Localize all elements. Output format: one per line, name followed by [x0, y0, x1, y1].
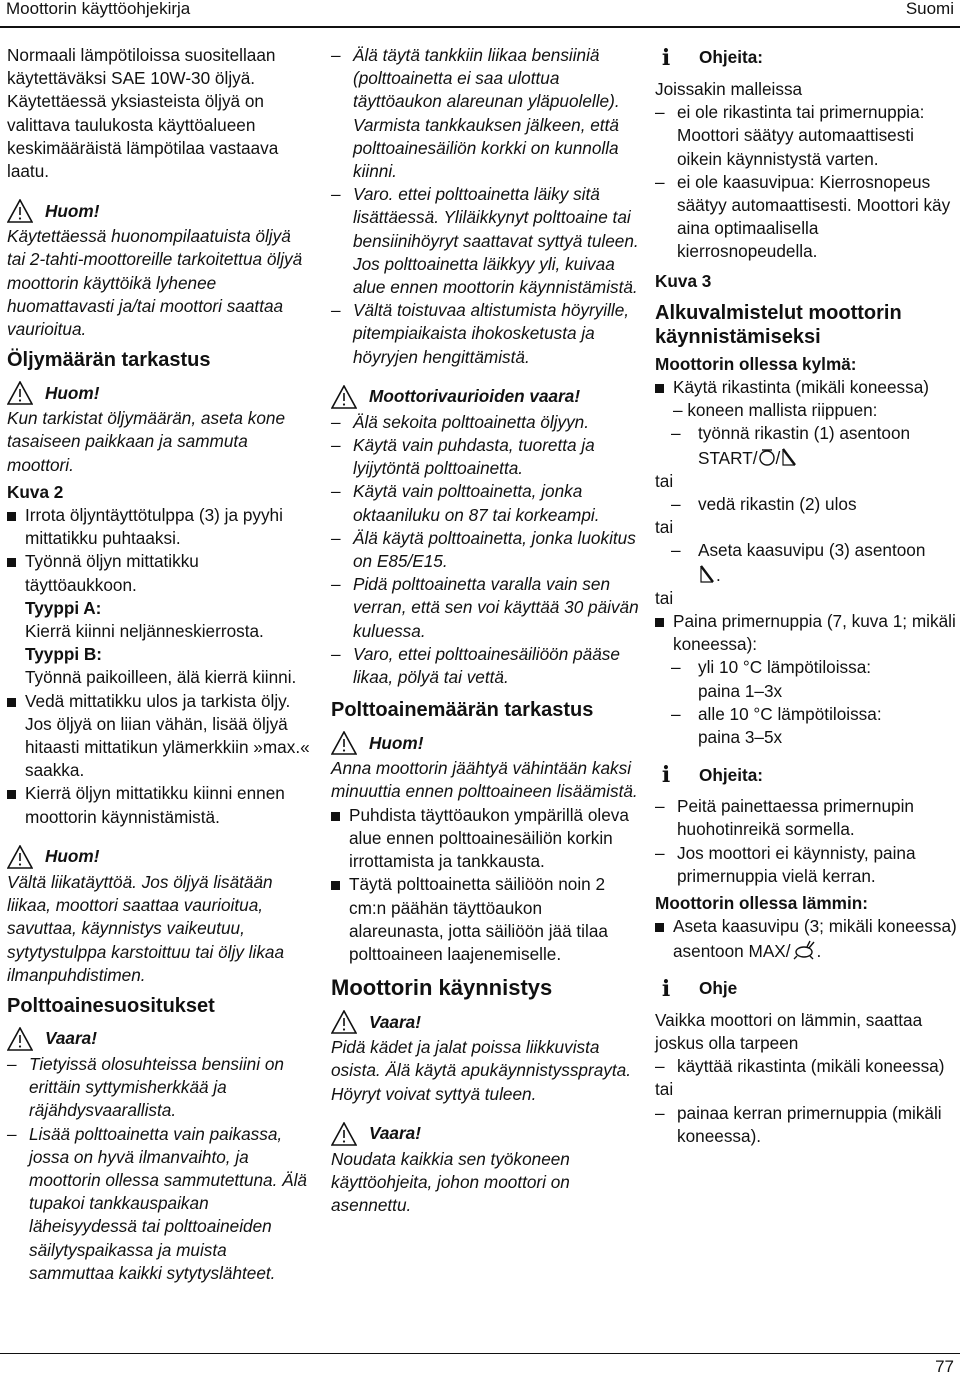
bullet-step: Irrota öljyntäyttötulppa (3) ja pyyhi mittatikku puhtaaksi. [7, 504, 312, 550]
note-item: – Jos moottori ei käynnisty, paina primernuppia vielä kerran. [655, 842, 957, 888]
warning-heading: Huom! [7, 197, 312, 225]
info-icon: i [661, 975, 671, 1002]
bullet-step: Vedä mittatikku ulos ja tarkista öljy. Jos öljyä on liian vähän, lisää öljyä hitaasti mittatikun ylämerkkiin »max.« saakka. [7, 690, 312, 783]
warning-text: Anna moottorin jäähtyä vähintään kaksi minuuttia ennen polttoaineen lisäämistä. [331, 758, 638, 802]
or-label: tai [655, 587, 674, 608]
warning-heading: Huom! [331, 729, 641, 757]
type-b-label: Tyyppi B: [25, 644, 103, 665]
section-heading-fuel-level: Polttoainemäärän tarkastus [331, 699, 594, 722]
caution-item: – Älä käytä polttoainetta, jonka luokitus on E85/E15. [331, 527, 641, 573]
bullet-step: Kierrä öljyn mittatikku kiinni ennen moottorin käynnistämistä. [7, 782, 312, 828]
column-1 [7, 44, 312, 1285]
warning-heading: Huom! [7, 379, 312, 407]
info-icon: i [661, 762, 671, 789]
or-label: tai [655, 517, 674, 538]
note-item: – ei ole kaasuvipua: Kierrosnopeus säätyy automaattisesti. Moottori käy aina optimaalisella kierrosnopeudella. [655, 171, 957, 264]
caution-item: – Varo, ettei polttoainesäiliöön pääse likaa, pölyä tai vettä. [331, 643, 641, 689]
caution-item: – Pidä polttoainetta varalla vain sen verran, että sen voi käyttää 30 päivän kuluessa. [331, 573, 641, 643]
warning-icon [7, 845, 33, 869]
note-item: – Peitä painettaessa primernupin huohotinreikä sormella. [655, 795, 957, 841]
note-item: – painaa kerran primernuppia (mikäli koneessa). [655, 1102, 957, 1148]
choke-step: – työnnä rikastin (1) asentoon START/ / [655, 422, 957, 469]
type-a-label: Tyyppi A: [25, 597, 102, 618]
note-heading: i Ohjeita: [655, 44, 957, 72]
note-text: Vaikka moottori on lämmin, saattaa joskus olla tarpeen [655, 1009, 923, 1053]
header-language: Suomi [905, 0, 954, 18]
choke-position-icon [698, 563, 716, 585]
note-heading: i Ohje [655, 975, 957, 1003]
subheading-cold: Moottorin ollessa kylmä: [655, 353, 857, 374]
bullet-step: Paina primernuppia (7, kuva 1; mikäli koneessa): [655, 610, 957, 656]
note-heading: i Ohjeita: [655, 761, 957, 789]
note-item: – ei ole rikastinta tai primernuppia: Moottori säätyy automaattisesti oikein käynnistystä varten. [655, 101, 957, 171]
bullet-step: Täytä polttoainetta säiliöön noin 2 cm:n päähän täyttöaukon alareunasta, jotta säiliöön jää tilaa polttoaineen laajenemiselle. [331, 873, 641, 966]
bullet-step: Työnnä öljyn mittatikku täyttöaukkoon. [7, 550, 312, 596]
danger-heading: Vaara! [331, 1120, 641, 1148]
choke-step: – vedä rikastin (2) ulos [655, 493, 957, 516]
engine-damage-heading: Moottorivaurioiden vaara! [331, 383, 641, 411]
type-b-text: Työnnä paikoilleen, älä kierrä kiinni. [25, 667, 297, 688]
danger-text: Noudata kaikkia sen työkoneen käyttöohjeita, johon moottori on asennettu. [331, 1148, 570, 1216]
primer-count: paina 1–3x [698, 680, 783, 701]
primer-item: – yli 10 °C lämpötiloissa: [655, 656, 957, 679]
oil-intro: Normaali lämpötiloissa suositellaan käytettäväksi SAE 10W-30 öljyä. Käytettäessä yksiasteista öljyä on valittava taulukosta käyttöalueen keskimääräistä lämpötilaa vastaava laatu. [7, 45, 279, 182]
warning-icon [331, 1122, 357, 1146]
column-2 [331, 44, 641, 1217]
column-3 [655, 44, 957, 1148]
info-icon: i [661, 45, 671, 71]
bullet-step: Käytä rikastinta (mikäli koneessa) [655, 376, 957, 399]
rabbit-icon [791, 939, 817, 961]
page-number: 77 [935, 1357, 954, 1376]
note-text: Joissakin malleissa [655, 79, 803, 99]
throttle-step: – Aseta kaasuvipu (3) asentoon . [655, 539, 957, 586]
rabbit-lever-icon [780, 446, 798, 468]
page-header [0, 0, 960, 22]
or-label: tai [655, 1079, 674, 1100]
warning-text: Kun tarkistat öljymäärän, aseta kone tasaiseen paikkaan ja sammuta moottori. [7, 408, 286, 475]
primer-item: – alle 10 °C lämpötiloissa: [655, 703, 957, 726]
danger-item: – Lisää polttoainetta vain paikassa, jossa on hyvä ilmanvaihto, ja moottorin ollessa sammutettuna. Älä tupakoi tankkauspaikan läheisyydessä tai polttoaineiden säilytyspaikassa ja muista sammuttaa kaikki sytytyslähteet. [7, 1123, 312, 1285]
danger-item: – Varo. ettei polttoainetta läiky sitä lisättäessä. Yliläikkynyt polttoaine tai bensiinihöyryt saattavat syttyä tuleen. Jos polttoainetta läikkyy yli, kuivaa alue ennen moottorin käynnistämistä. [331, 183, 641, 299]
warning-icon [7, 1027, 33, 1051]
section-heading-preparation: Alkuvalmistelut moottorin käynnistämiseksi [655, 301, 902, 348]
warning-icon [7, 199, 33, 223]
warning-icon [331, 1010, 357, 1034]
primer-count: paina 3–5x [698, 727, 783, 748]
subheading-warm: Moottorin ollessa lämmin: [655, 893, 868, 914]
header-rule [0, 26, 960, 28]
or-label: tai [655, 470, 674, 491]
caution-item: – Käytä vain puhdasta, tuoretta ja lyijytöntä polttoainetta. [331, 434, 641, 480]
bullet-step: Puhdista täyttöaukon ympärillä oleva alue ennen polttoainesäiliön korkin irrottamista ja tankkausta. [331, 804, 641, 874]
section-heading-oil-check: Öljymäärän tarkastus [7, 349, 211, 372]
caution-item: – Käytä vain polttoainetta, jonka oktaaniluku on 87 tai korkeampi. [331, 480, 641, 526]
danger-heading: Vaara! [7, 1025, 312, 1053]
warning-icon [331, 731, 357, 755]
warning-icon [331, 385, 357, 409]
caution-item: – Älä sekoita polttoainetta öljyyn. [331, 411, 641, 434]
figure-reference: Kuva 3 [655, 270, 712, 291]
note-item: – käyttää rikastinta (mikäli koneessa) [655, 1055, 957, 1078]
warning-text: Käytettäessä huonompilaatuista öljyä tai 2-tahti-moottoreille tarkoitettua öljyä moottorin käyttöikä lyhenee huomattavasti ja/tai moottori saattaa vaurioitua. [7, 226, 303, 340]
choke-icon [758, 446, 776, 468]
header-title: Moottorin käyttöohjekirja [6, 0, 191, 18]
figure-reference: Kuva 2 [7, 481, 64, 502]
bullet-subtext: – koneen mallista riippuen: [673, 400, 878, 421]
bullet-step: Aseta kaasuvipu (3; mikäli koneessa) asentoon MAX/ . [655, 915, 957, 962]
section-heading-engine-start: Moottorin käynnistys [331, 975, 553, 1001]
section-heading-fuel: Polttoainesuositukset [7, 994, 215, 1017]
danger-text: Pidä kädet ja jalat poissa liikkuvista osista. Älä käytä apukäynnistyssprayta. Höyryt voivat syttyä tuleen. [331, 1037, 631, 1104]
danger-heading: Vaara! [331, 1008, 641, 1036]
type-a-text: Kierrä kiinni neljänneskierrosta. [25, 621, 264, 642]
footer-rule [0, 1353, 960, 1354]
warning-heading: Huom! [7, 843, 312, 871]
danger-item: – Älä täytä tankkiin liikaa bensiiniä (polttoainetta ei saa ulottua täyttöaukon alareunan yläpuolelle). Varmista tankkauksen jälkeen, että polttoainesäiliön korkki on kunnolla kiinni. [331, 44, 641, 183]
warning-icon [7, 381, 33, 405]
danger-item: – Vältä toistuvaa altistumista höyryille, pitempiaikaista ihokosketusta ja höyryjen hengittämistä. [331, 299, 641, 369]
danger-item: – Tietyissä olosuhteissa bensiini on erittäin syttymisherkkää ja räjähdysvaarallista. [7, 1053, 312, 1123]
warning-text: Vältä liikatäyttöä. Jos öljyä lisätään liikaa, moottori saattaa vaurioitua, savuttaa, käynnistys vaikeutuu, sytytystulppa karstoittuu tai öljy likaa ilmanpuhdistimen. [7, 871, 285, 985]
